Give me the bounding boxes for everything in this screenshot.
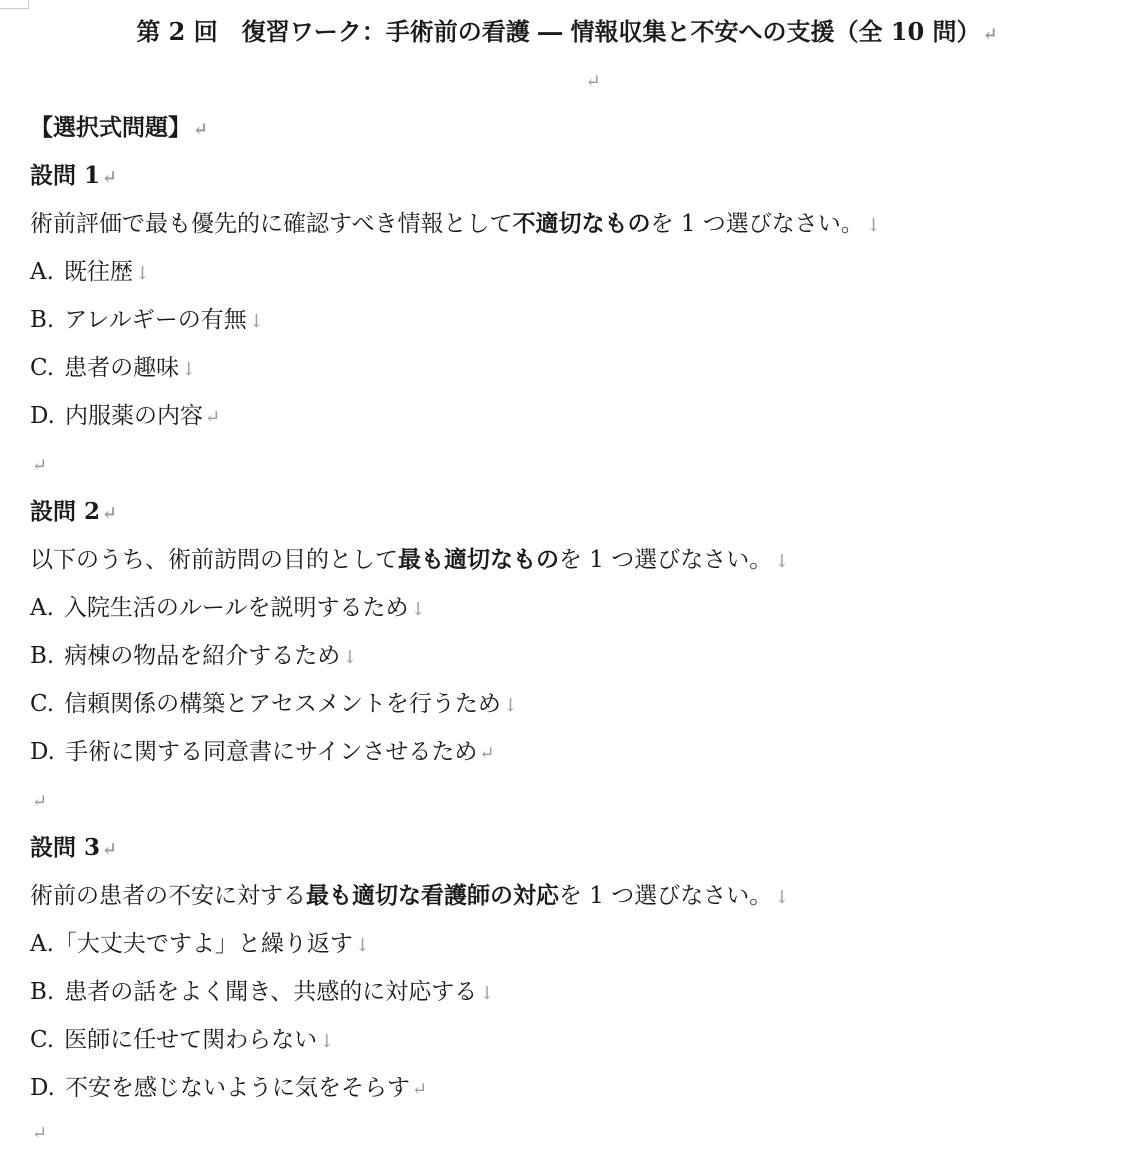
paragraph-mark: ↵: [411, 1079, 428, 1100]
line-break-mark: ↓: [479, 983, 495, 1004]
line-break-mark: ↓: [774, 551, 790, 572]
line-break-mark: ↓: [342, 647, 358, 668]
paragraph-mark: ↵: [32, 455, 48, 476]
paragraph-mark: ↵: [193, 119, 209, 140]
question-3-option-a: A.「大丈夫ですよ」と繰り返す ↓: [30, 931, 371, 957]
section-heading: 【選択式問題】 ↵: [30, 114, 209, 141]
question-2-option-a: A. 入院生活のルールを説明するため ↓: [30, 595, 426, 621]
paragraph-mark: ↵: [204, 407, 221, 428]
question-2-option-b: B. 病棟の物品を紹介するため ↓: [30, 643, 358, 669]
question-2-stem: 以下のうち、術前訪問の目的として最も適切なものを 1 つ選びなさい。 ↓: [30, 546, 790, 573]
empty-paragraph: [30, 444, 47, 484]
line-break-mark: ↓: [410, 599, 426, 620]
question-3-option-c: C. 医師に任せて関わらない ↓: [30, 1027, 335, 1053]
paragraph-mark: ↵: [479, 743, 495, 764]
paragraph-mark: ↵: [585, 71, 601, 92]
question-3-stem: 術前の患者の不安に対する最も適切な看護師の対応を 1 つ選びなさい。 ↓: [30, 882, 790, 909]
question-2-label: 設問 2 ↵: [30, 498, 118, 525]
document-title: 第 2 回 復習ワーク：手術前の看護 ― 情報収集と不安への支援（全 10 問） ↵: [136, 17, 998, 46]
line-break-mark: ↓: [502, 695, 518, 716]
paragraph-mark: ↵: [32, 1123, 48, 1144]
question-3-label: 設問 3 ↵: [30, 834, 118, 861]
paragraph-mark: ↵: [102, 167, 118, 188]
empty-paragraph: [30, 1112, 47, 1152]
question-2-option-c: C. 信頼関係の構築とアセスメントを行うため ↓: [30, 691, 518, 717]
question-1-option-a: A. 既往歴 ↓: [30, 259, 151, 285]
line-break-mark: ↓: [865, 215, 881, 236]
paragraph-mark: ↵: [982, 24, 998, 45]
line-break-mark: ↓: [134, 263, 151, 284]
question-3-option-d: D. 不安を感じないように気をそらす ↵: [30, 1075, 428, 1101]
question-1-stem: 術前評価で最も優先的に確認すべき情報として不適切なものを 1 つ選びなさい。 ↓: [30, 210, 881, 237]
line-break-mark: ↓: [319, 1031, 335, 1052]
paragraph-mark: ↵: [102, 839, 118, 860]
paragraph-mark: ↵: [102, 503, 118, 524]
page-corner-mark: [0, 0, 29, 9]
line-break-mark: ↓: [181, 359, 197, 380]
question-1-option-d: D. 内服薬の内容 ↵: [30, 403, 221, 429]
line-break-mark: ↓: [774, 887, 790, 908]
paragraph-mark: ↵: [32, 791, 48, 812]
empty-paragraph: [30, 780, 47, 820]
empty-paragraph: [0, 60, 1134, 100]
question-3-option-b: B. 患者の話をよく聞き、共感的に対応する ↓: [30, 979, 495, 1005]
question-1-option-c: C. 患者の趣味 ↓: [30, 355, 197, 381]
question-2-option-d: D. 手術に関する同意書にサインさせるため ↵: [30, 739, 495, 765]
question-1-option-b: B. アレルギーの有無 ↓: [30, 307, 264, 333]
line-break-mark: ↓: [354, 935, 371, 956]
question-1-label: 設問 1 ↵: [30, 162, 118, 189]
line-break-mark: ↓: [248, 311, 264, 332]
